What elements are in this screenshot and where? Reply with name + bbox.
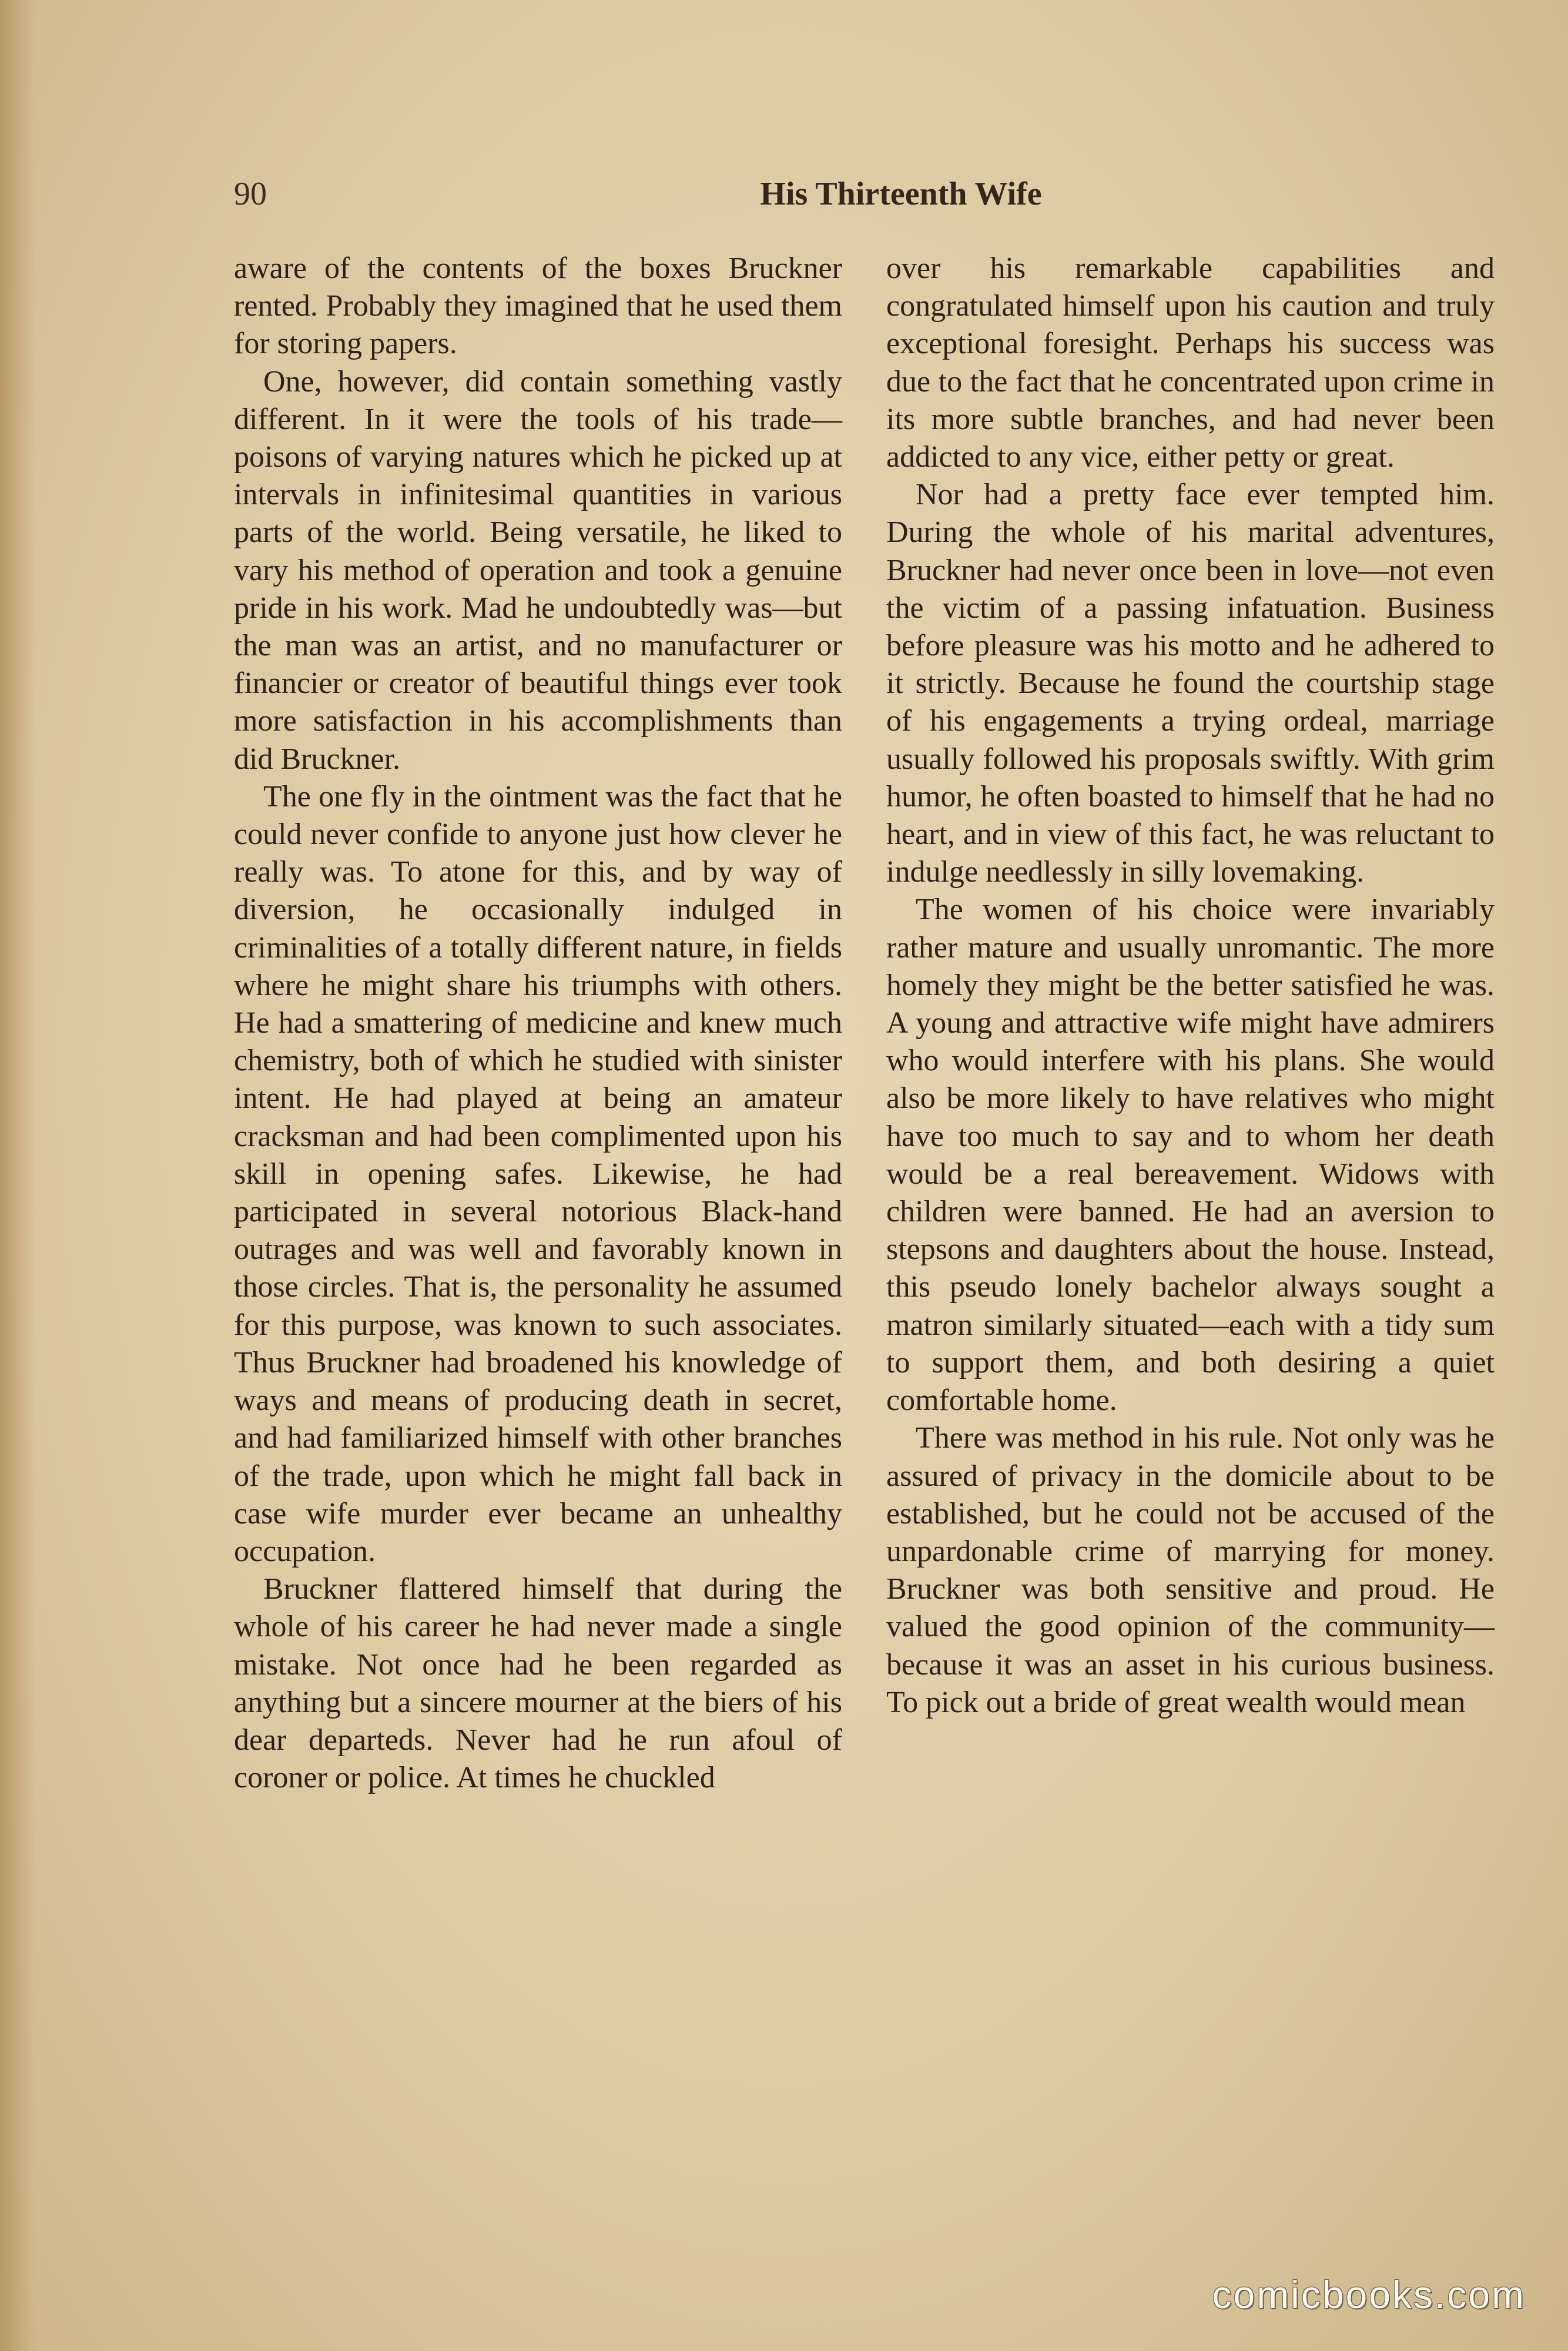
running-header xyxy=(234,170,1497,217)
paragraph: There was method in his rule. Not only was he assured of privacy in the domicile about to be established, but he could not be accused of the unpardonable crime of marrying for money. Bruckner was both sensitive and proud. He valued the good opinion of the community—because it was an asset in his curious business. To pick out a bride of great wealth would mean xyxy=(886,1421,1495,1719)
left-column xyxy=(234,250,842,1797)
paragraph: aware of the contents of the boxes Bruckner rented. Probably they imagined that he used them for storing papers. xyxy=(234,252,842,361)
page-edge-shadow xyxy=(0,0,35,2351)
paragraph: over his remarkable capabilities and congratulated himself upon his caution and truly exceptional foresight. Perhaps his success was due to the fact that he concentrated upon crime in its more subtle branches, and had never been addicted to any vice, either petty or great. xyxy=(886,252,1495,474)
paragraph: Bruckner flattered himself that during the whole of his career he had never made a single mistake. Not once had he been regarded as anything but a sincere mourner at the biers of his dear departeds. Never had he run afoul of coroner or police. At times he chuckled xyxy=(234,1572,842,1795)
watermark: comicbooks.com xyxy=(1212,2273,1526,2316)
paragraph: Nor had a pretty face ever tempted him. During the whole of his marital adventures, Bruckner had never once been in love—not even the victim of a passing infatuation. Business before pleasure was his motto and he adhered to it strictly. Because he found the courtship stage of his engagements a trying ordeal, marriage usually followed his proposals swiftly. With grim humor, he often boasted to himself that he had no heart, and in view of this fact, he was reluctant to indulge needlessly in silly lovemaking. xyxy=(886,478,1495,889)
page-number: 90 xyxy=(234,176,267,212)
running-title: His Thirteenth Wife xyxy=(760,176,1042,212)
paragraph: The women of his choice were invariably rather mature and usually unromantic. The more homely they might be the better satisfied he was. A young and attractive wife might have admirers who would interfere with his plans. She would also be more likely to have relatives who might have too much to say and to whom her death would be a real bereavement. Widows with children were banned. He had an aversion to stepsons and daughters about the house. Instead, this pseudo lonely bachelor always sought a matron similarly situated—each with a tidy sum to support them, and both desiring a quiet comfortable home. xyxy=(886,893,1495,1418)
paragraph: One, however, did contain something vastly different. In it were the tools of his trade—poisons of varying natures which he picked up at intervals in infinitesimal quantities in various parts of the world. Being versatile, he liked to vary his method of operation and took a genuine pride in his work. Mad he undoubtedly was—but the man was an artist, and no manufacturer or financier or creator of beautiful things ever took more satisfaction in his accomplishments than did Bruckner. xyxy=(234,364,842,776)
paragraph: The one fly in the ointment was the fact that he could never confide to anyone just how clever he really was. To atone for this, and by way of diversion, he occasionally indulged in criminalities of a totally different nature, in fields where he might share his triumphs with others. He had a smattering of medicine and knew much chemistry, both of which he studied with sinister intent. He had played at being an amateur cracksman and had been complimented upon his skill in opening safes. Likewise, he had participated in several notorious Black-hand outrages and was well and favorably known in those circles. That is, the personality he assumed for this purpose, was known to such associates. Thus Bruckner had broadened his knowledge of ways and means of producing death in secret, and had familiarized himself with other branches of the trade, upon which he might fall back in case wife murder ever became an unhealthy occupation. xyxy=(234,779,842,1568)
right-column xyxy=(886,250,1495,1722)
